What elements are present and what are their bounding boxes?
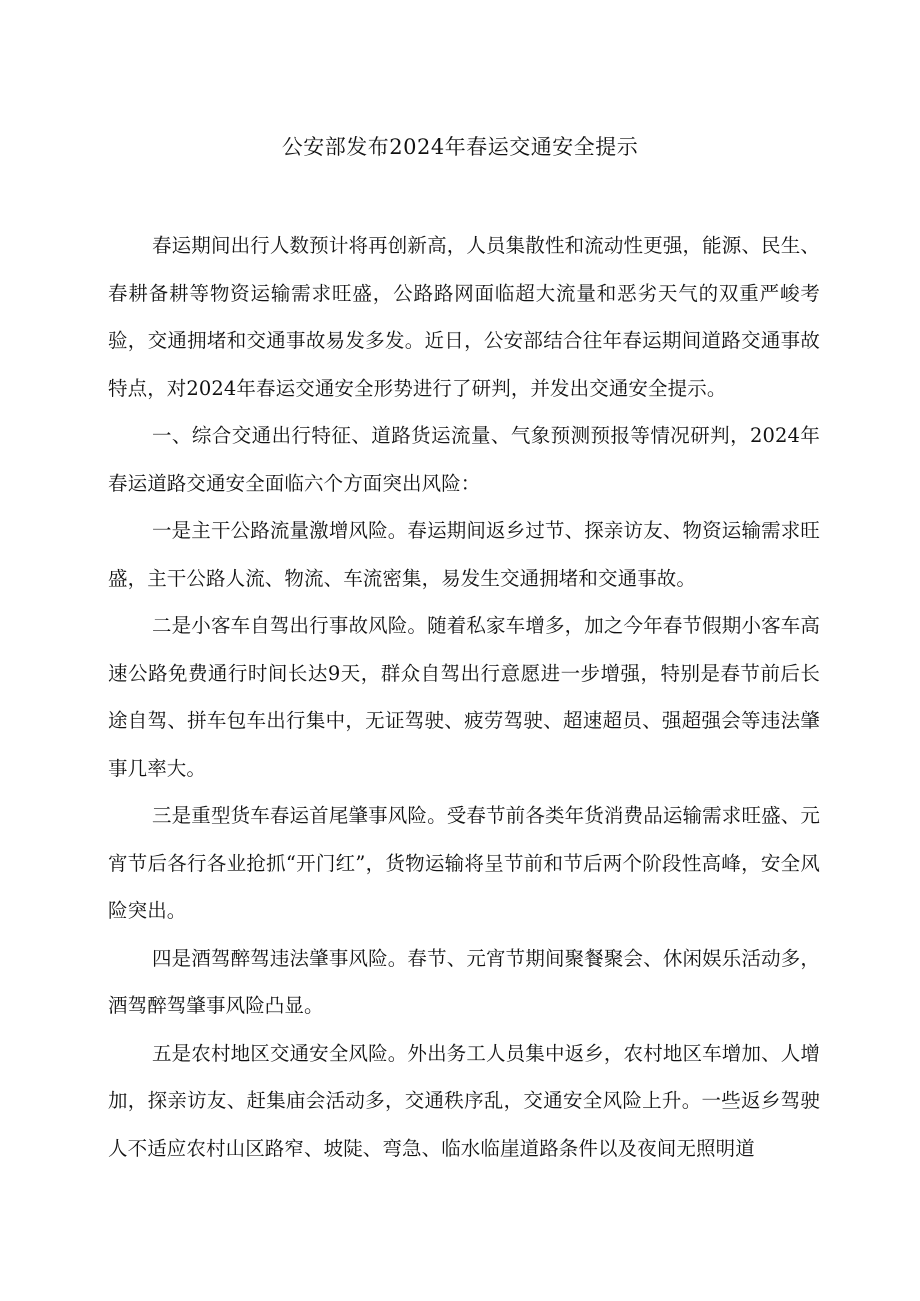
paragraph-risk-overview: 一、综合交通出行特征、道路货运流量、气象预测预报等情况研判，2024年春运道路交通安全面临六个方面突出风险： bbox=[108, 424, 820, 495]
document-body bbox=[108, 222, 820, 1172]
paragraph-risk-2: 二是小客车自驾出行事故风险。随着私家车增多，加之今年春节假期小客车高速公路免费通行时间长达9天，群众自驾出行意愿进一步增强，特别是春节前后长途自驾、拼车包车出行集中，无证驾驶、疲劳驾驶、超速超员、强超强会等违法肇事几率大。 bbox=[108, 614, 820, 780]
document-title: 公安部发布2024年春运交通安全提示 bbox=[281, 135, 639, 159]
paragraph-risk-3: 三是重型货车春运首尾肇事风险。受春节前各类年货消费品运输需求旺盛、元宵节后各行各业抢抓“开门红”，货物运输将呈节前和节后两个阶段性高峰，安全风险突出。 bbox=[108, 804, 820, 922]
paragraph-risk-1: 一是主干公路流量激增风险。春运期间返乡过节、探亲访友、物资运输需求旺盛，主干公路人流、物流、车流密集，易发生交通拥堵和交通事故。 bbox=[108, 519, 820, 590]
paragraph-intro: 春运期间出行人数预计将再创新高，人员集散性和流动性更强，能源、民生、春耕备耕等物资运输需求旺盛，公路路网面临超大流量和恶劣天气的双重严峻考验，交通拥堵和交通事故易发多发。近日，公安部结合往年春运期间道路交通事故特点，对2024年春运交通安全形势进行了研判，并发出交通安全提示。 bbox=[108, 234, 820, 400]
paragraph-risk-5: 五是农村地区交通安全风险。外出务工人员集中返乡，农村地区车增加、人增加，探亲访友、赶集庙会活动多，交通秩序乱，交通安全风险上升。一些返乡驾驶人不适应农村山区路窄、坡陡、弯急、临水临崖道路条件以及夜间无照明道 bbox=[108, 1041, 820, 1160]
paragraph-risk-4: 四是酒驾醉驾违法肇事风险。春节、元宵节期间聚餐聚会、休闲娱乐活动多，酒驾醉驾肇事风险凸显。 bbox=[108, 946, 820, 1017]
